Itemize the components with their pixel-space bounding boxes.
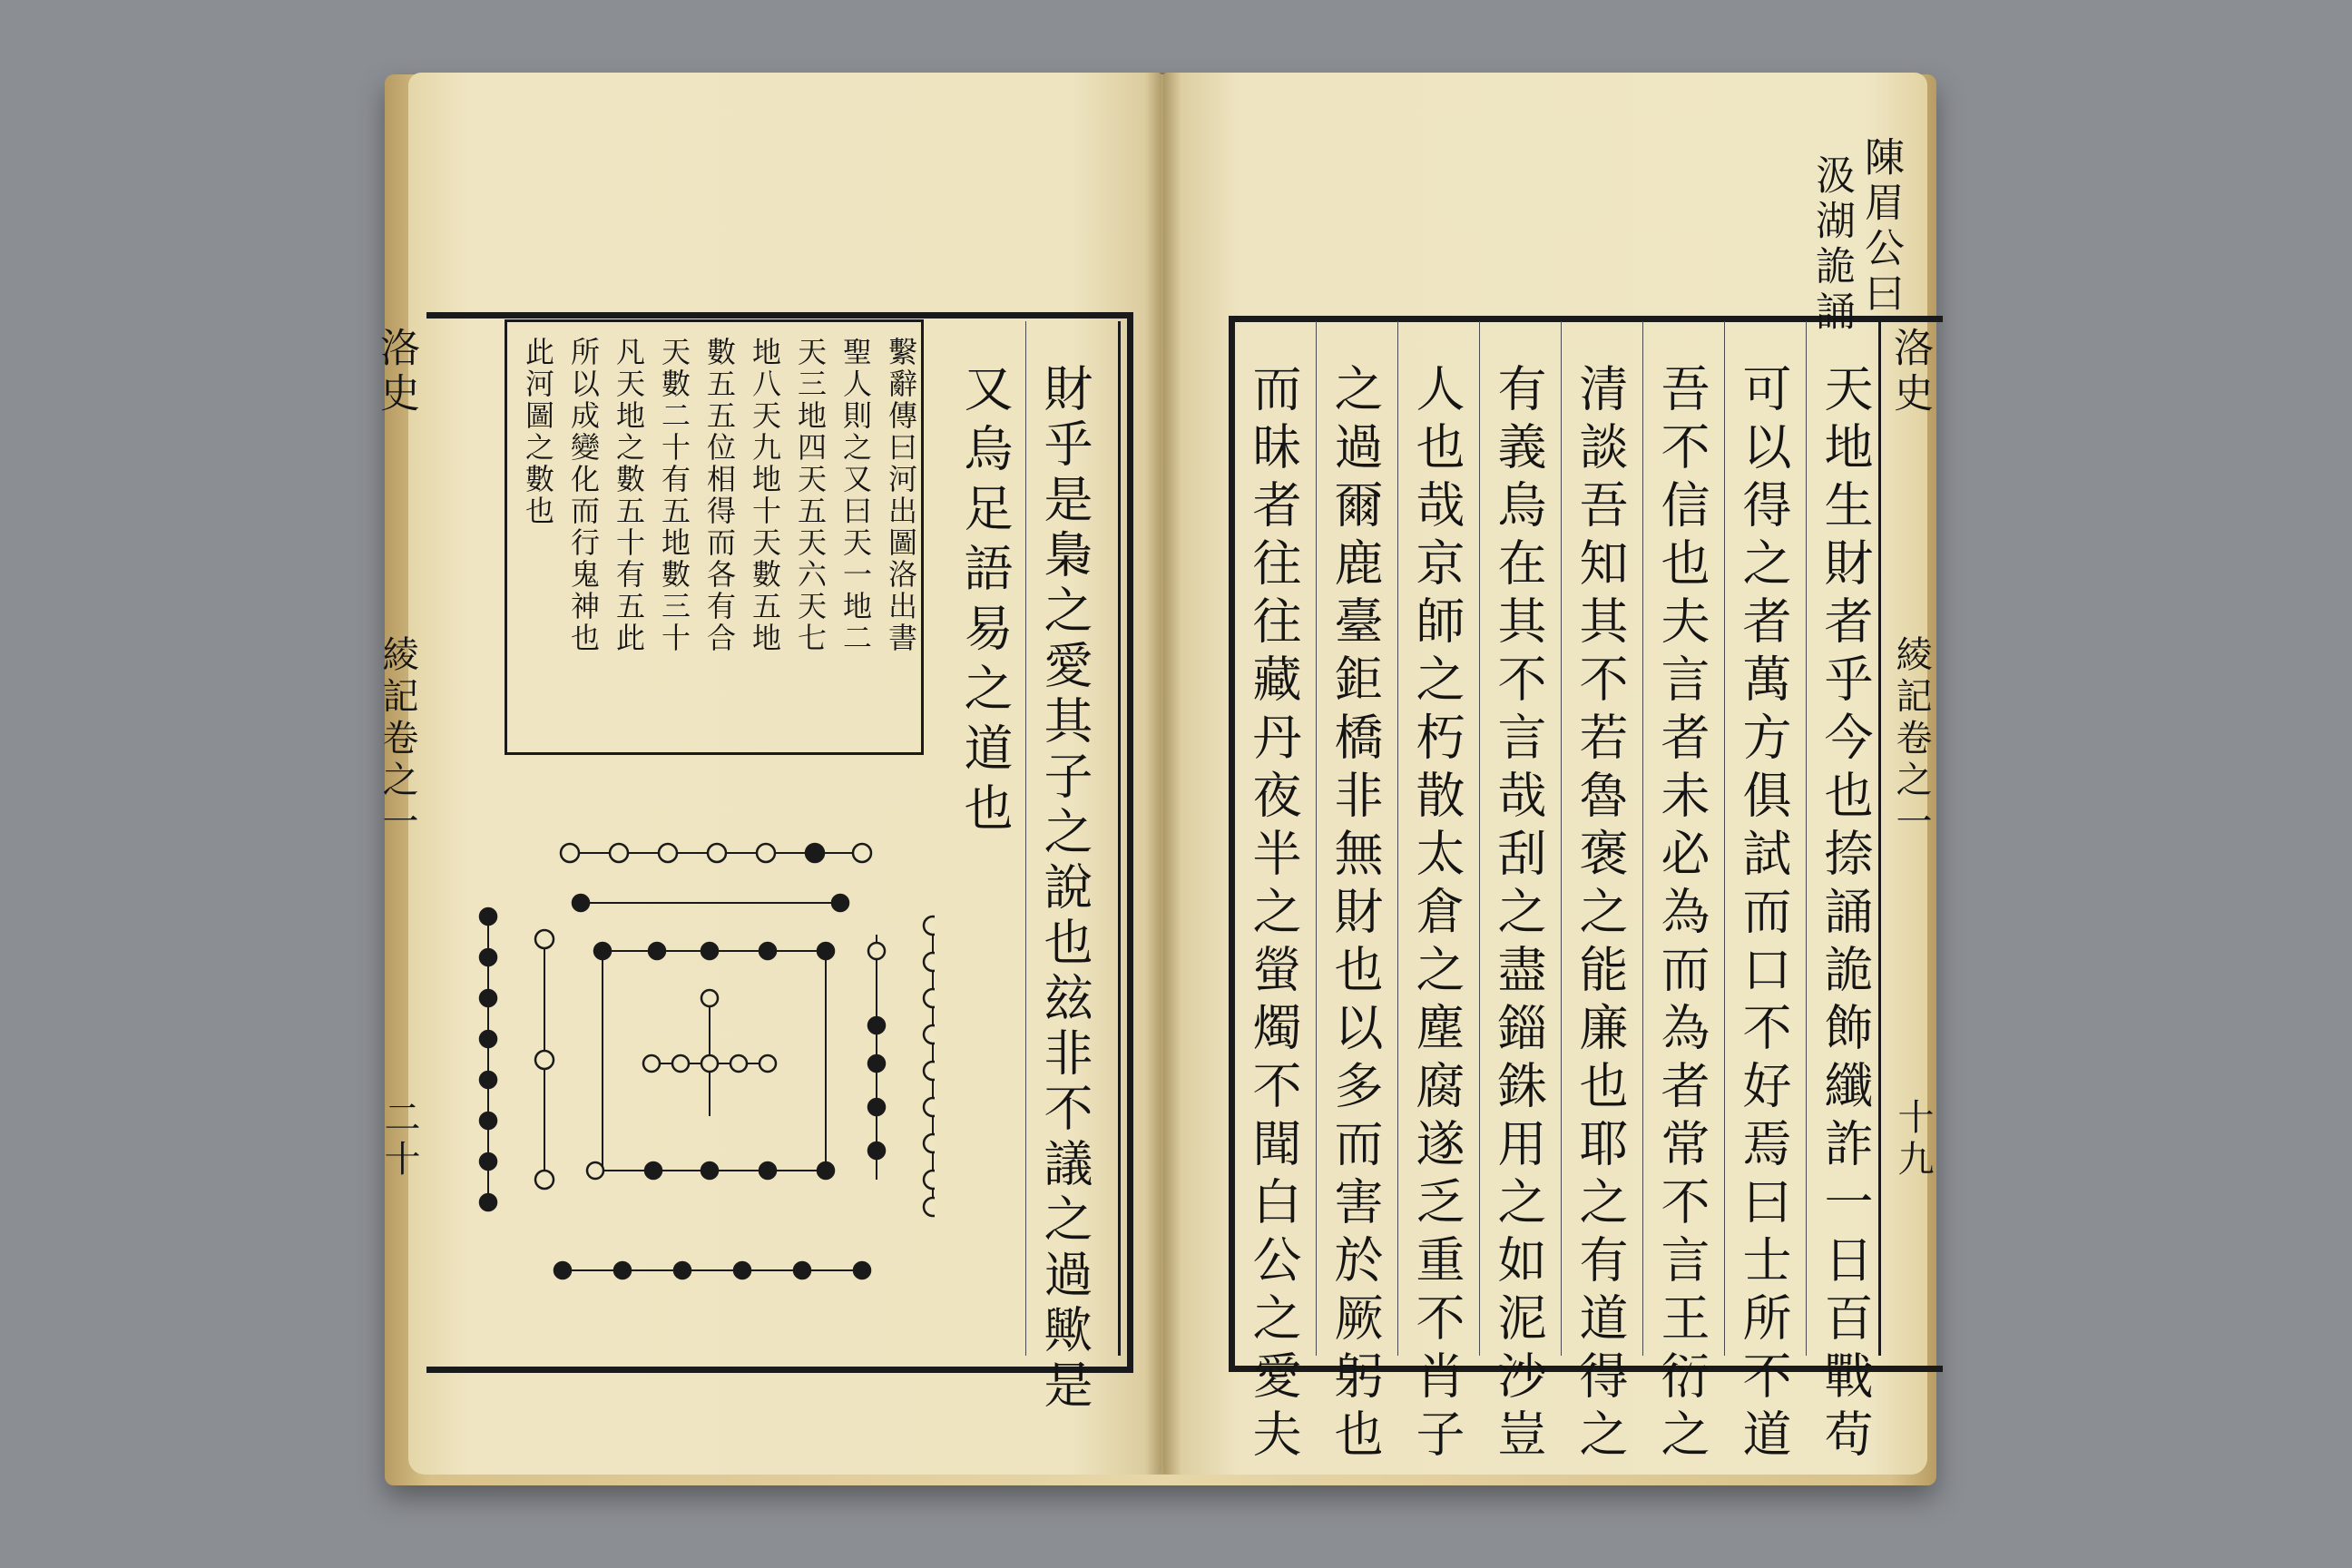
right-page-number: 十九 xyxy=(1892,1098,1934,1181)
column-rule xyxy=(1118,321,1121,1356)
column-rule xyxy=(1397,321,1398,1356)
main-text-column: 清談吾知其不若魯褒之能廉也耶之有道得之 xyxy=(1572,363,1629,1466)
main-text-column: 天地生財者乎今也捺誦詭飾纖詐一日百戰苟 xyxy=(1817,363,1874,1466)
commentary-line: 天數二十有五地數三十 xyxy=(657,337,691,654)
right-spine-title: 洛史 xyxy=(1886,327,1933,417)
main-text-column: 可以得之者萬方俱試而口不好焉曰士所不道 xyxy=(1735,363,1792,1466)
right-volume-label: 綾記卷之一 xyxy=(1890,635,1932,844)
commentary-line: 地八天九地十天數五地 xyxy=(748,337,782,654)
column-rule xyxy=(1878,321,1881,1356)
column-rule xyxy=(1316,321,1317,1356)
commentary-box xyxy=(505,319,924,755)
commentary-line: 此河圖之數也 xyxy=(521,337,555,527)
main-text-column: 之過爾鹿臺鉅橋非無財也以多而害於厥躬也 xyxy=(1327,363,1384,1466)
commentary-line: 繫辭傳曰河出圖洛出書 xyxy=(884,337,918,654)
column-rule xyxy=(1561,321,1562,1356)
main-text-column: 人也哉京師之朽散太倉之塵腐遂乏重不肖子 xyxy=(1408,363,1465,1466)
main-text-column: 而昧者往往藏丹夜半之螢燭不聞白公之愛夫 xyxy=(1245,363,1302,1466)
left-page-number: 二十 xyxy=(378,1098,420,1181)
margin-note-line: 汲湖詭誦 xyxy=(1808,154,1855,336)
book-gutter xyxy=(1145,73,1181,1475)
column-rule xyxy=(1479,321,1480,1356)
column-rule xyxy=(1642,321,1643,1356)
column-rule xyxy=(1724,321,1725,1356)
commentary-line: 凡天地之數五十有五此 xyxy=(612,337,646,654)
main-text-column: 有義烏在其不言哉刮之盡錙銖用之如泥沙豈 xyxy=(1490,363,1547,1466)
commentary-line: 聖人則之又曰天一地二 xyxy=(838,337,873,654)
left-volume-label: 綾記卷之一 xyxy=(377,635,418,844)
commentary-line: 天三地四天五天六天七 xyxy=(793,337,828,654)
commentary-line: 數五五位相得而各有合 xyxy=(702,337,737,654)
left-spine-title: 洛史 xyxy=(373,327,419,417)
column-rule xyxy=(1806,321,1807,1356)
main-text-column: 又烏足語易之道也 xyxy=(956,363,1014,842)
main-text-column: 財乎是梟之愛其子之說也玆非不議之過歟是 xyxy=(1036,363,1093,1415)
he-tu-diagram xyxy=(463,817,935,1289)
column-rule xyxy=(1025,321,1026,1356)
margin-note-line: 陳眉公曰 xyxy=(1857,136,1904,318)
main-text-column: 吾不信也夫言者未必為而為者常不言王衍之 xyxy=(1653,363,1710,1466)
commentary-line: 所以成變化而行鬼神也 xyxy=(566,337,601,654)
